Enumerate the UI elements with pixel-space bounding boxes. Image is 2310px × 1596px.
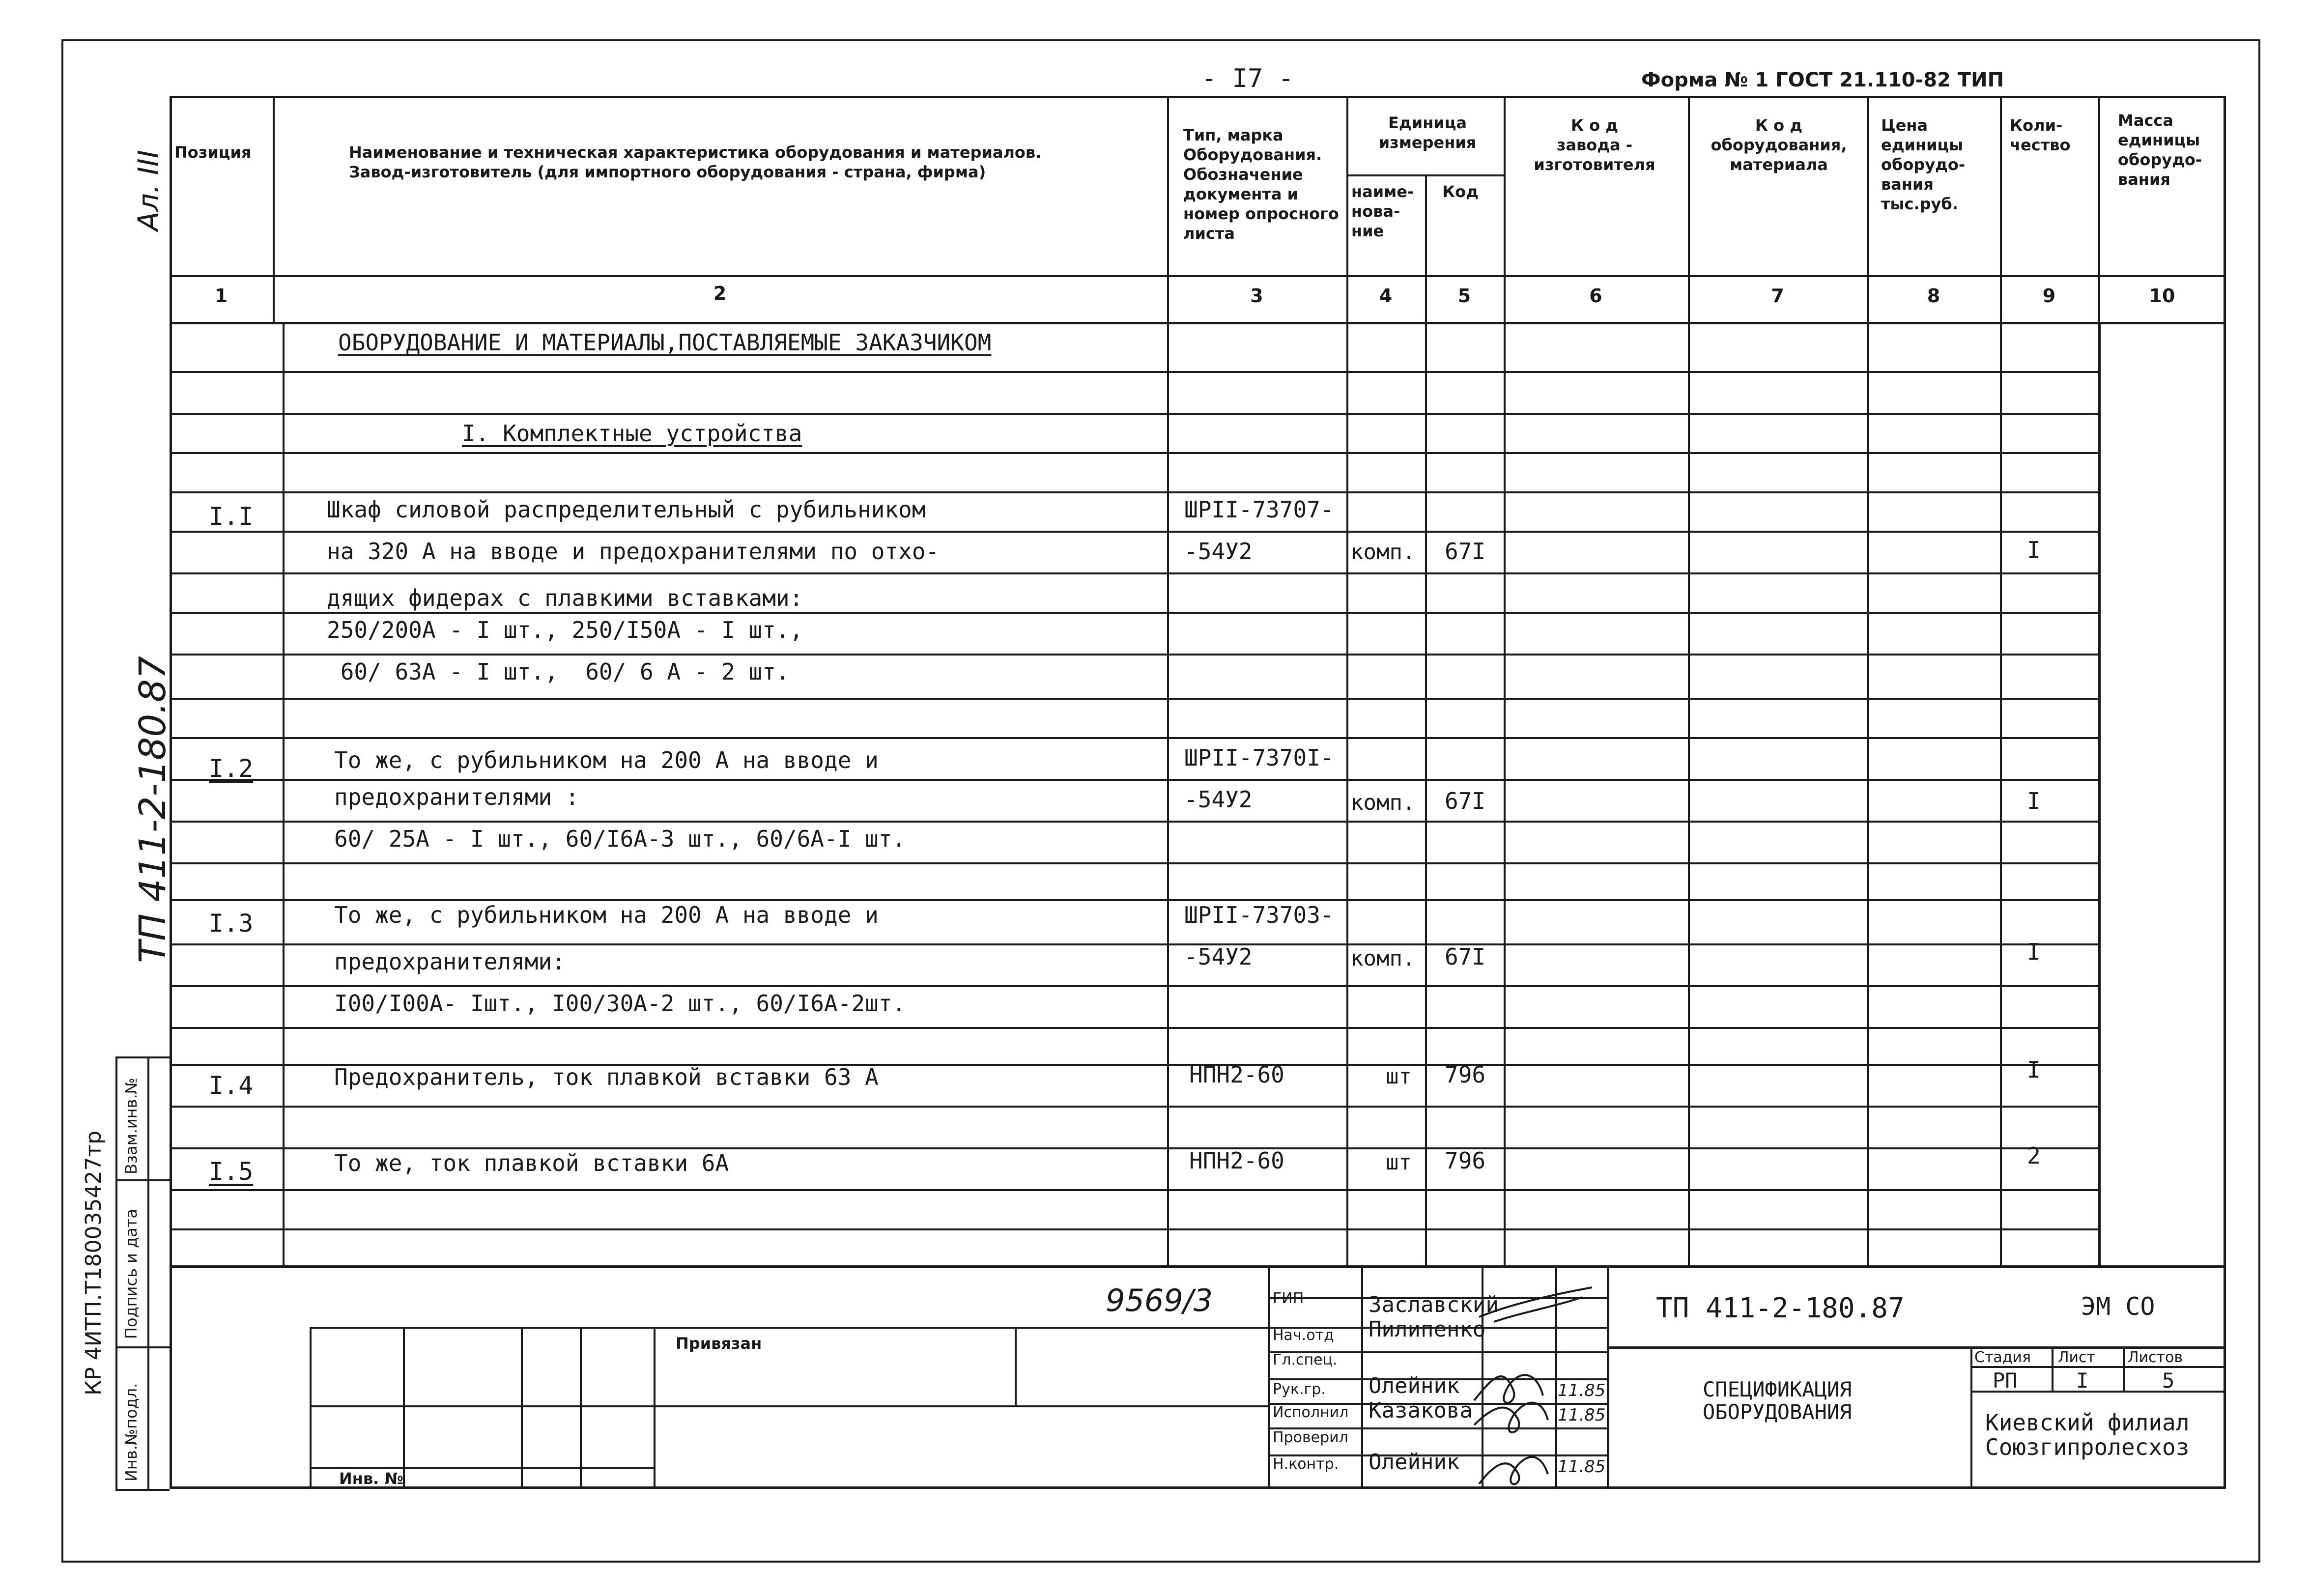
signer-name: Пилипенко	[1369, 1317, 1486, 1342]
item-text-line: 60/ 25А - I шт., 60/I6А-3 шт., 60/6А-I шт.	[334, 826, 906, 852]
title-block-top-line	[170, 1265, 2226, 1268]
item-unit-code: 67I	[1445, 538, 1486, 565]
item-text-line: предохранителями:	[334, 948, 566, 975]
sign-date: 11.85	[1558, 1405, 1606, 1425]
col-number: 9	[2042, 285, 2056, 307]
item-quantity: I	[2027, 537, 2041, 563]
sheet-value: I	[2076, 1368, 2089, 1393]
item-text-line: То же, с рубильником на 200 А на вводе и	[334, 747, 879, 773]
item-text-line: I00/I00А- Iшт., I00/30А-2 шт., 60/I6А-2шт.	[334, 990, 906, 1017]
signer-name: Олейник	[1369, 1450, 1460, 1475]
bind-line	[310, 1327, 312, 1489]
row-line	[170, 698, 2098, 700]
sign-date: 11.85	[1558, 1381, 1606, 1400]
col-number: 8	[1927, 285, 1940, 307]
item-text-line: дящих фидерах с плавкими вставками:	[327, 585, 803, 611]
project-code: ТП 411-2-180.87	[1656, 1292, 1905, 1324]
header-mass: Масса единицы оборудо- вания	[2118, 111, 2202, 189]
signer-name: Заславский	[1369, 1292, 1499, 1317]
row-line	[170, 572, 2098, 574]
stamp-line	[115, 1346, 170, 1348]
item-type: ШРII-73703-	[1184, 902, 1334, 928]
sheets-value: 5	[2162, 1368, 2175, 1393]
body-line-8	[2000, 322, 2002, 1265]
album-note: Ал. III	[132, 150, 165, 231]
body-line-1	[283, 322, 285, 1265]
tb-line	[2052, 1346, 2053, 1391]
bind-line	[1015, 1327, 1017, 1405]
row-line	[170, 985, 2098, 987]
role-label: Рук.гр.	[1273, 1381, 1326, 1398]
item-text-line: 250/200А - I шт., 250/I50А - I шт.,	[327, 617, 803, 643]
role-label: Проверил	[1273, 1429, 1348, 1446]
item-quantity: 2	[2027, 1142, 2041, 1169]
header-price: Цена единицы оборудо- вания тыс.руб.	[1881, 116, 1966, 213]
col-number: 3	[1250, 285, 1263, 307]
item-position: I.I	[209, 502, 254, 531]
bind-line	[654, 1327, 656, 1489]
header-position: Позиция	[174, 143, 252, 162]
signer-name: Олейник	[1369, 1373, 1460, 1398]
col-number: 5	[1457, 285, 1471, 307]
item-type: ШРII-73707-	[1184, 496, 1334, 523]
item-position: I.5	[209, 1157, 254, 1186]
body-line-4	[1425, 322, 1427, 1265]
item-unit: комп.	[1350, 946, 1416, 971]
row-line	[170, 1027, 2098, 1029]
sheet-label: Лист	[2058, 1349, 2096, 1366]
item-type: НПН2-60	[1189, 1061, 1284, 1088]
row-line	[170, 1228, 2098, 1230]
item-quantity: I	[2027, 788, 2041, 814]
form-note: Форма № 1 ГОСТ 21.110-82 ТИП	[1641, 69, 2004, 91]
stamp-replace-inv: Взам.инв.№	[122, 1078, 141, 1174]
header-unit: Единица измерения	[1378, 114, 1477, 152]
item-text-line: То же, с рубильником на 200 А на вводе и	[334, 902, 879, 928]
header-type: Тип, марка Оборудования. Обозначение документа и номер опросного листа	[1183, 126, 1339, 243]
stamp-line	[115, 1179, 170, 1181]
row-line	[170, 371, 2098, 373]
item-type: НПН2-60	[1189, 1147, 1284, 1174]
item-type: -54У2	[1184, 943, 1253, 970]
sheet-code: 9569/3	[1106, 1282, 1213, 1318]
sheets-label: Листов	[2128, 1349, 2183, 1366]
item-unit: комп.	[1350, 790, 1416, 815]
page-number: - I7 -	[1201, 64, 1294, 93]
item-type: ШРII-7370I-	[1184, 744, 1334, 771]
stamp-line	[115, 1489, 170, 1491]
header-name: Наименование и техническая характеристика оборудования и материалов. Завод-изготовитель (для импортного оборудования - страна, фирма)	[349, 143, 1042, 181]
row-line	[170, 531, 2098, 533]
item-quantity: I	[2027, 1056, 2041, 1083]
item-unit-code: 67I	[1445, 788, 1486, 814]
stamp-line	[147, 1056, 149, 1489]
item-position: I.2	[209, 754, 254, 783]
tb-line	[1970, 1366, 2226, 1368]
row-line	[170, 413, 2098, 415]
stamp-original-inv: Инв.№подл.	[122, 1383, 141, 1482]
header-plant-code: К о д завода - изготовителя	[1534, 116, 1655, 174]
body-line-3	[1346, 322, 1348, 1265]
bind-line	[580, 1327, 582, 1489]
row-line	[170, 899, 2098, 901]
tb-line	[2123, 1346, 2125, 1391]
col-number: 6	[1589, 285, 1602, 307]
stamp-line	[115, 1056, 117, 1489]
body-line-2	[1167, 322, 1169, 1265]
col-number: 4	[1379, 285, 1393, 307]
row-line	[170, 612, 2098, 614]
row-line	[170, 1147, 2098, 1149]
role-label: ГИП	[1273, 1290, 1304, 1307]
item-text-line: предохранителями :	[334, 784, 579, 810]
organization: Киевский филиал Союзгипролесхоз	[1985, 1409, 2190, 1460]
bind-line	[403, 1327, 405, 1489]
item-quantity: I	[2027, 939, 2041, 965]
item-type: -54У2	[1184, 538, 1253, 565]
section-title: ОБОРУДОВАНИЕ И МАТЕРИАЛЫ,ПОСТАВЛЯЕМЫЕ ЗАКАЗЧИКОМ	[338, 329, 992, 356]
item-position: I.3	[209, 909, 254, 938]
set-mark: ЭМ СО	[2081, 1292, 2155, 1321]
body-line-6	[1688, 322, 1690, 1265]
signer-name: Казакова	[1369, 1398, 1473, 1423]
row-line	[170, 943, 2098, 945]
stamp-line	[115, 1056, 170, 1058]
item-position: I.4	[209, 1071, 254, 1100]
item-type: -54У2	[1184, 786, 1253, 813]
stage-value: РП	[1993, 1368, 2018, 1393]
stage-label: Стадия	[1974, 1349, 2031, 1366]
header-bottom-line	[170, 275, 2226, 277]
item-unit-code: 796	[1445, 1061, 1486, 1088]
row-line	[170, 862, 2098, 864]
item-unit-code: 67I	[1445, 943, 1486, 970]
row-line	[170, 654, 2098, 656]
bind-line	[310, 1467, 654, 1469]
item-text-line: 60/ 63А - I шт., 60/ 6 А - 2 шт.	[327, 658, 790, 685]
row-line	[170, 491, 2098, 493]
item-text-line: Шкаф силовой распределительный с рубильником	[327, 496, 926, 523]
role-label: Н.контр.	[1273, 1455, 1339, 1473]
role-label: Исполнил	[1273, 1404, 1349, 1421]
col-number: 1	[214, 285, 228, 307]
item-text-line: То же, ток плавкой вставки 6А	[334, 1150, 729, 1176]
row-line	[170, 737, 2098, 739]
bind-line	[521, 1327, 523, 1489]
sign-date: 11.85	[1558, 1457, 1606, 1477]
body-line-5	[1504, 322, 1506, 1265]
colnum-bottom-line	[170, 322, 2226, 324]
bind-line	[310, 1405, 1268, 1407]
header-equipment-code: К о д оборудования, материала	[1711, 116, 1847, 174]
item-text-line: Предохранитель, ток плавкой вставки 63 А	[334, 1064, 879, 1090]
bind-line	[310, 1327, 1268, 1329]
header-unit-name: наиме- нова- ние	[1351, 182, 1414, 240]
row-line	[170, 452, 2098, 454]
bound-label: Привязан	[676, 1334, 762, 1353]
item-text-line: на 320 А на вводе и предохранителями по отхо-	[327, 538, 940, 565]
body-line-7	[1867, 322, 1869, 1265]
inv-label: Инв. №	[339, 1469, 403, 1488]
item-unit: комп.	[1350, 540, 1416, 565]
row-line	[170, 821, 2098, 823]
body-line-9	[2098, 322, 2101, 1265]
role-label: Нач.отд	[1273, 1327, 1334, 1344]
item-unit-code: 796	[1445, 1147, 1486, 1174]
signature-scribbles	[1464, 1278, 1622, 1494]
item-unit: шт	[1386, 1064, 1412, 1089]
project-code-margin: ТП 411-2-180.87	[132, 656, 174, 963]
item-unit: шт	[1386, 1150, 1412, 1175]
document-title: СПЕЦИФИКАЦИЯ ОБОРУДОВАНИЯ	[1703, 1377, 1852, 1424]
stamp-signature-date: Подпись и дата	[122, 1208, 141, 1339]
role-label: Гл.спец.	[1273, 1351, 1338, 1368]
col-number: 7	[1771, 285, 1784, 307]
row-line	[170, 779, 2098, 781]
header-qty: Коли- чество	[2010, 116, 2071, 154]
subsection-title: I. Комплектные устройства	[462, 420, 802, 447]
row-line	[170, 1106, 2098, 1108]
header-unit-code: Код	[1442, 182, 1479, 201]
row-line	[170, 1189, 2098, 1191]
col-number: 2	[713, 283, 727, 304]
copy-code: КР 4ИТП.Т180035427тр	[81, 1131, 106, 1396]
col-number: 10	[2149, 285, 2175, 307]
